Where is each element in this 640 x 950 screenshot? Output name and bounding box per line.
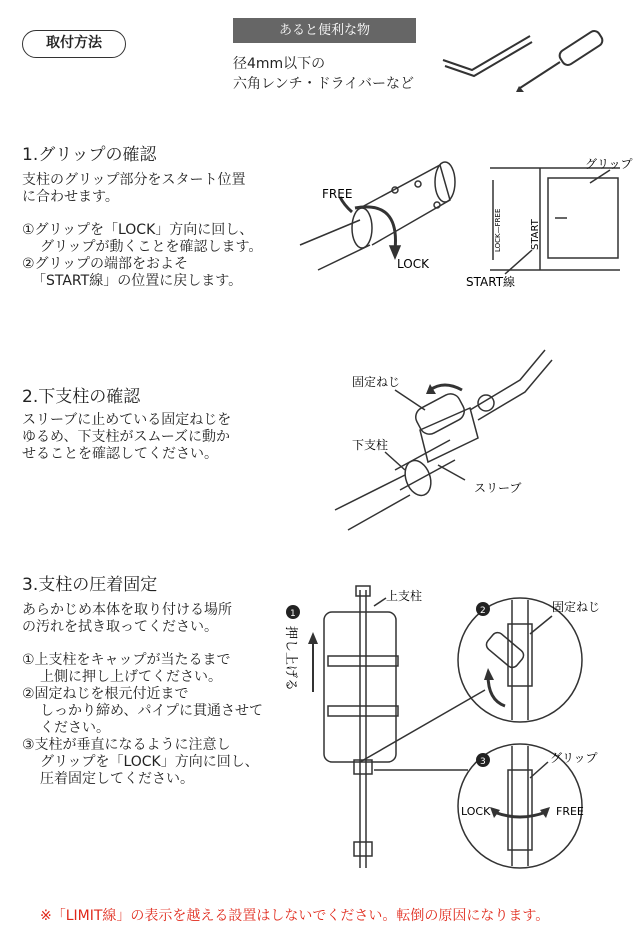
step3-item-2c: ください。 xyxy=(40,720,110,736)
step3-title: 3.支柱の圧着固定 xyxy=(22,575,158,595)
push-up-arrow-icon xyxy=(308,632,318,692)
rotate-arrow-icon xyxy=(430,385,462,390)
detail-free-label: FREE xyxy=(556,805,584,818)
grip-label: グリップ xyxy=(585,157,633,171)
tools-heading: あると便利な物 xyxy=(233,18,416,43)
step3-item-3b: グリップを「LOCK」方向に回し、 xyxy=(40,754,259,770)
step3-intro-line-1: あらかじめ本体を取り付ける場所 xyxy=(22,602,232,618)
step2-line-2: ゆるめ、下支柱がスムーズに動か xyxy=(22,429,231,445)
step3-item-1b: 上側に押し上げてください。 xyxy=(40,669,222,685)
hex-wrench-icon xyxy=(443,36,532,76)
step1-intro-line-2: に合わせます。 xyxy=(22,189,119,205)
tighten-arrow-icon xyxy=(484,668,494,680)
lower-pole-label: 下支柱 xyxy=(352,438,389,452)
step2-text xyxy=(22,412,231,463)
step2-line-3: せることを確認してください。 xyxy=(22,446,218,462)
step1-instructions xyxy=(22,222,262,290)
start-line-diagram xyxy=(490,168,620,274)
lock-label: LOCK xyxy=(397,257,429,271)
step2-title: 2.下支柱の確認 xyxy=(22,387,141,407)
detail-screw-label: 固定ねじ xyxy=(552,600,601,614)
step1-intro-line-1: 支柱のグリップ部分をスタート位置 xyxy=(22,172,246,188)
step1-intro xyxy=(22,172,245,206)
step3-item-2a: ②固定ねじを根元付近まで xyxy=(22,686,189,702)
tools-line-2: 六角レンチ・ドライバーなど xyxy=(233,76,414,92)
screwdriver-icon xyxy=(516,29,605,92)
step1-item-1b: グリップが動くことを確認します。 xyxy=(40,239,263,255)
step-number-3: 3 xyxy=(480,757,486,767)
step3-intro-line-2: の汚れを拭き取ってください。 xyxy=(22,619,218,635)
detail-lock-label: LOCK xyxy=(461,805,491,818)
grip-rotation-diagram xyxy=(300,162,455,270)
section-badge: 取付方法 xyxy=(22,30,126,58)
start-line-label: START線 xyxy=(466,275,516,289)
screw-label: 固定ねじ xyxy=(352,375,401,389)
tools-line-1: 径4mm以下の xyxy=(233,56,326,72)
detail-screw-circle xyxy=(360,598,582,762)
limit-warning: ※「LIMIT線」の表示を越える設置はしないでください。転倒の原因になります。 xyxy=(40,908,550,924)
upper-pole-label: 上支柱 xyxy=(386,589,423,603)
lock-free-text: LOCK—FREE xyxy=(494,208,502,252)
step1-item-2a: ②グリップの端部をおよそ xyxy=(22,256,188,272)
step-number-2: 2 xyxy=(480,606,486,616)
sleeve-label: スリーブ xyxy=(474,481,522,495)
step3-instructions xyxy=(22,652,263,788)
step1-item-2b: 「START線」の位置に戻します。 xyxy=(32,273,243,289)
step3-intro xyxy=(22,602,232,636)
free-label: FREE xyxy=(322,187,353,201)
detail-grip-label: グリップ xyxy=(550,751,598,765)
step1-item-1a: ①グリップを「LOCK」方向に回し、 xyxy=(22,222,254,238)
shelf-pole-diagram xyxy=(324,586,398,868)
push-up-label: 押し上げる xyxy=(283,626,298,692)
step3-item-3c: 圧着固定してください。 xyxy=(40,771,194,787)
step2-line-1: スリーブに止めている固定ねじを xyxy=(22,412,232,428)
step3-item-2b: しっかり締め、パイプに貫通させて xyxy=(40,703,264,719)
step-number-1: 1 xyxy=(290,609,296,619)
step1-title: 1.グリップの確認 xyxy=(22,145,157,165)
start-text: START xyxy=(530,219,541,250)
step3-item-3a: ③支柱が垂直になるように注意し xyxy=(22,737,231,753)
step3-item-1a: ①上支柱をキャップが当たるまで xyxy=(22,652,231,668)
